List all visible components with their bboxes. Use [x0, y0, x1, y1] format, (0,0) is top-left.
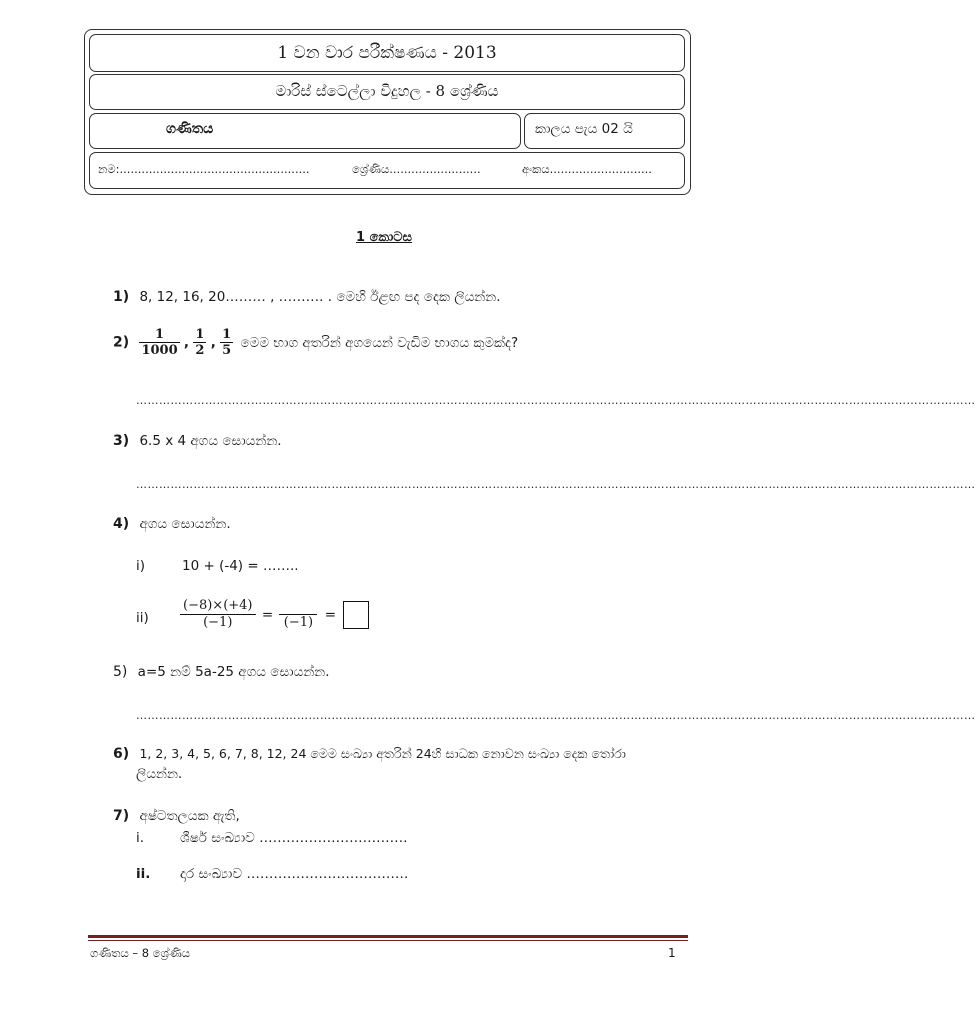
- student-info-box: [89, 152, 685, 189]
- answer-line-q5[interactable]: …………………………………………………………………………………………………………………………………………………………………………………………………: [136, 709, 976, 722]
- question-1: [113, 289, 501, 305]
- fraction-1-1000: $\frac{1}{1000}$: [141, 327, 178, 358]
- question-7-part-i: [136, 830, 408, 846]
- fraction-expression: $\frac{(-8)\times(+4)}{(-1)}$: [180, 598, 256, 631]
- school-line: මාරිස් ස්ටෙල්ලා විදුහල - 8 ශ්‍රේණිය: [275, 82, 499, 100]
- footer-rule: [88, 935, 688, 938]
- part-label: i.: [136, 830, 145, 846]
- question-7-part-ii: [136, 866, 409, 882]
- exam-title-box: [89, 34, 685, 72]
- part-label: ii.: [136, 866, 151, 882]
- question-text-line-2: ලියන්න.: [136, 766, 183, 782]
- question-number: 5): [113, 664, 128, 680]
- school-line-box: [89, 74, 685, 110]
- question-6-line-2: [136, 766, 182, 782]
- question-text: මෙම භාග අතරින් අගයෙන් වැඩිම භාගය කුමක්ද?: [240, 334, 519, 351]
- question-text: 8, 12, 16, 20……… , ………. . මෙහි ඊළඟ පද දෙක ලියන්න.: [139, 289, 501, 305]
- part-text: ශීර්ෂ සංඛ්‍යාව ……………………………: [180, 830, 408, 846]
- time-box: [524, 113, 685, 149]
- question-text-line-1: 1, 2, 3, 4, 5, 6, 7, 8, 12, 24 මෙම සංඛ්‍යා අතරින් 24හි සාධක නොවන සංඛ්‍යා දෙක තෝරා: [139, 746, 626, 761]
- footer-rule-thin: [88, 940, 688, 941]
- subject-box: [89, 113, 521, 149]
- question-number: 7): [113, 808, 130, 824]
- question-number: 3): [113, 433, 130, 449]
- section-title: 1 කොටස: [356, 230, 412, 245]
- fraction-blank[interactable]: (−1): [279, 598, 317, 631]
- question-4: [113, 516, 231, 532]
- question-4-part-ii: $\frac{(-8)\times(+4)}{(-1)}$ = (−1) =: [180, 598, 369, 631]
- fraction-1-5: $\frac{1}{5}$: [222, 327, 232, 358]
- time-label: කාලය පැය 02 යි: [535, 121, 633, 137]
- fraction-1-2: $\frac{1}{2}$: [195, 327, 205, 358]
- question-6: [113, 746, 626, 762]
- index-field[interactable]: අංකය............................: [522, 162, 652, 176]
- grade-field[interactable]: ශ්‍රේණිය.........................: [352, 162, 481, 176]
- section-title-wrap: [0, 226, 768, 245]
- question-number: 4): [113, 516, 130, 532]
- question-3: [113, 433, 282, 449]
- answer-box[interactable]: [343, 601, 369, 629]
- question-2: 2) $\frac{1}{1000}$ , $\frac{1}{2}$ , $\frac{1}{5}$ මෙම භාග අතරින් අගයෙන් වැඩිම භාගය කුමක්ද?: [113, 327, 519, 358]
- question-text: අගය සොයන්න.: [139, 516, 231, 532]
- name-field[interactable]: නම:....................................................: [98, 162, 310, 176]
- question-4-part-ii-label-wrap: [136, 610, 149, 626]
- question-7: [113, 808, 240, 824]
- part-expression: 10 + (-4) = ……..: [182, 558, 299, 574]
- footer-subject: ගණිතය – 8 ශ්‍රේණිය: [90, 946, 191, 960]
- subject-label: ගණිතය: [166, 121, 214, 137]
- exam-title: 1 වන වාර පරීක්ෂණය - 2013: [277, 43, 497, 63]
- question-number: 1): [113, 289, 130, 305]
- part-label: i): [136, 558, 146, 574]
- question-5: [113, 664, 330, 680]
- answer-line-q2[interactable]: …………………………………………………………………………………………………………………………………………………………………………………………………: [136, 394, 976, 407]
- question-number: 6): [113, 746, 130, 762]
- question-text: අෂ්ටතලයක ඇති,: [139, 808, 240, 824]
- page-number: 1: [668, 946, 676, 960]
- part-label: ii): [136, 610, 149, 626]
- answer-line-q3[interactable]: …………………………………………………………………………………………………………………………………………………………………………………………………: [136, 478, 976, 491]
- question-text: 6.5 x 4 අගය සොයන්න.: [139, 433, 282, 449]
- part-text: දාර සංඛ්‍යාව ………………………………: [180, 866, 409, 882]
- question-number: 2): [113, 334, 130, 351]
- question-4-part-i: [136, 558, 299, 574]
- question-text: a=5 නම් 5a-25 අගය සොයන්න.: [137, 664, 330, 680]
